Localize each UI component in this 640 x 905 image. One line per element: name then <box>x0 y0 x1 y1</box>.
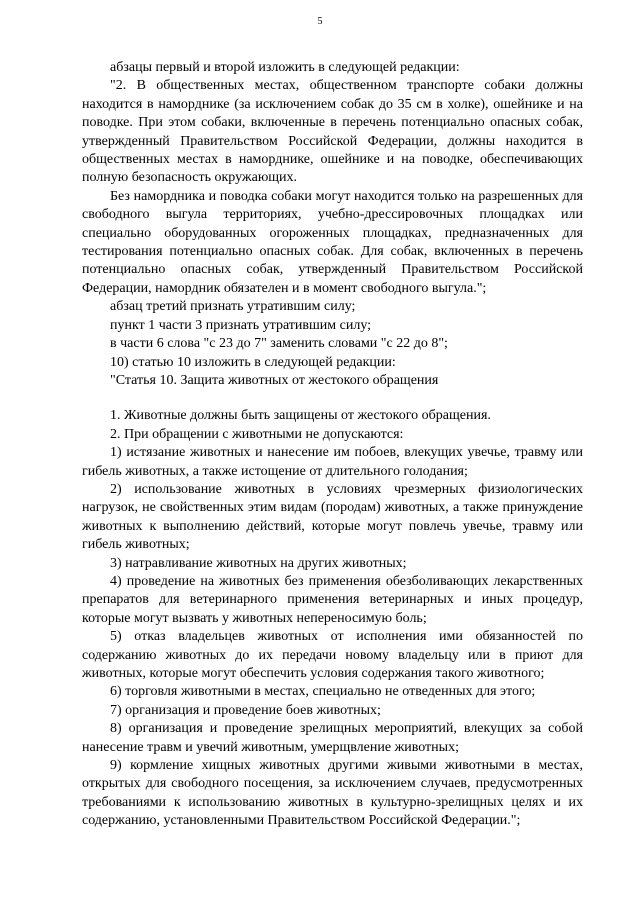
paragraph-punkt-1: пункт 1 части 3 признать утратившим силу; <box>110 317 372 333</box>
page-number: 5 <box>317 16 323 27</box>
list-item-9: 9) кормление хищных животных другими живыми животными в местах, открытых для свободного посещения, за исключением случаев, предусмотренных требованиями к использованию животных в культурно-зрелищных целях и их содержанию, установленными Правительством Российской Федерации."; <box>82 758 583 829</box>
list-item-1: 1) истязание животных и нанесение им побоев, влекущих увечье, травму или гибель животных, а также истощение от длительного голодания; <box>82 445 583 479</box>
list-item-2: 2) использование животных в условиях чрезмерных физиологических нагрузок, не свойственных этим видам (породам) животных, а также принуждение животных к выполнению действий, которые могут повлечь увечье, травму или гибель животных; <box>82 481 583 553</box>
paragraph-item-10: 10) статью 10 изложить в следующей редакции: <box>110 354 396 370</box>
paragraph-intro: абзацы первый и второй изложить в следующей редакции: <box>110 60 460 75</box>
article-10-part-1: 1. Животные должны быть защищены от жестокого обращения. <box>110 408 491 424</box>
paragraph-abzac-3: абзац третий признать утратившим силу; <box>110 299 356 315</box>
list-item-7: 7) организация и проведение боев животных; <box>110 702 381 718</box>
paragraph-chast-6: в части 6 слова "с 23 до 7" заменить словами "с 22 до 8"; <box>110 336 448 352</box>
list-item-5: 5) отказ владельцев животных от исполнения ими обязанностей по содержанию животных до их передачи новому владельцу или в приют для животных, которые могут обеспечить условия содержания такого животного; <box>82 629 583 681</box>
article-10-part-2: 2. При обращении с животными не допускаются: <box>110 426 404 442</box>
paragraph-without-muzzle: Без намордника и поводка собаки могут находится только на разрешенных для свободного выгула территориях, учебно-дрессировочных площадках или специально оборудованных огороженных площадках, предназначенных для тестирования потенциально опасных собак. Для собак, включенных в перечень потенциально опасных собак, утвержденный Правительством Российской Федерации, намордник обязателен и в момент свободного выгула."; <box>82 188 583 296</box>
list-item-4: 4) проведение на животных без применения обезболивающих лекарственных препаратов для ветеринарного применения ветеринарных и иных процедур, которые могут вызвать у животных непереносимую боль; <box>82 573 583 626</box>
document-body <box>82 59 583 831</box>
article-10-title: "Статья 10. Защита животных от жестокого обращения <box>110 372 439 388</box>
list-item-3: 3) натравливание животных на других животных; <box>110 555 407 571</box>
list-item-8: 8) организация и проведение зрелищных мероприятий, влекущих за собой нанесение травм и увечий животным, умерщвление животных; <box>82 721 583 755</box>
paragraph-quote-item-2: "2. В общественных местах, общественном транспорте собаки должны находится в наморднике (за исключением собак до 35 см в холке), ошейнике и на поводке. При этом собаки, включенные в перечень потенциально опасных собак, утвержденный Правительством Российской Федерации, должны находится в общественных местах в наморднике, ошейнике и на поводке, обеспечивающих полную безопасность окружающих. <box>82 78 583 186</box>
list-item-6: 6) торговля животными в местах, специально не отведенных для этого; <box>110 684 536 700</box>
